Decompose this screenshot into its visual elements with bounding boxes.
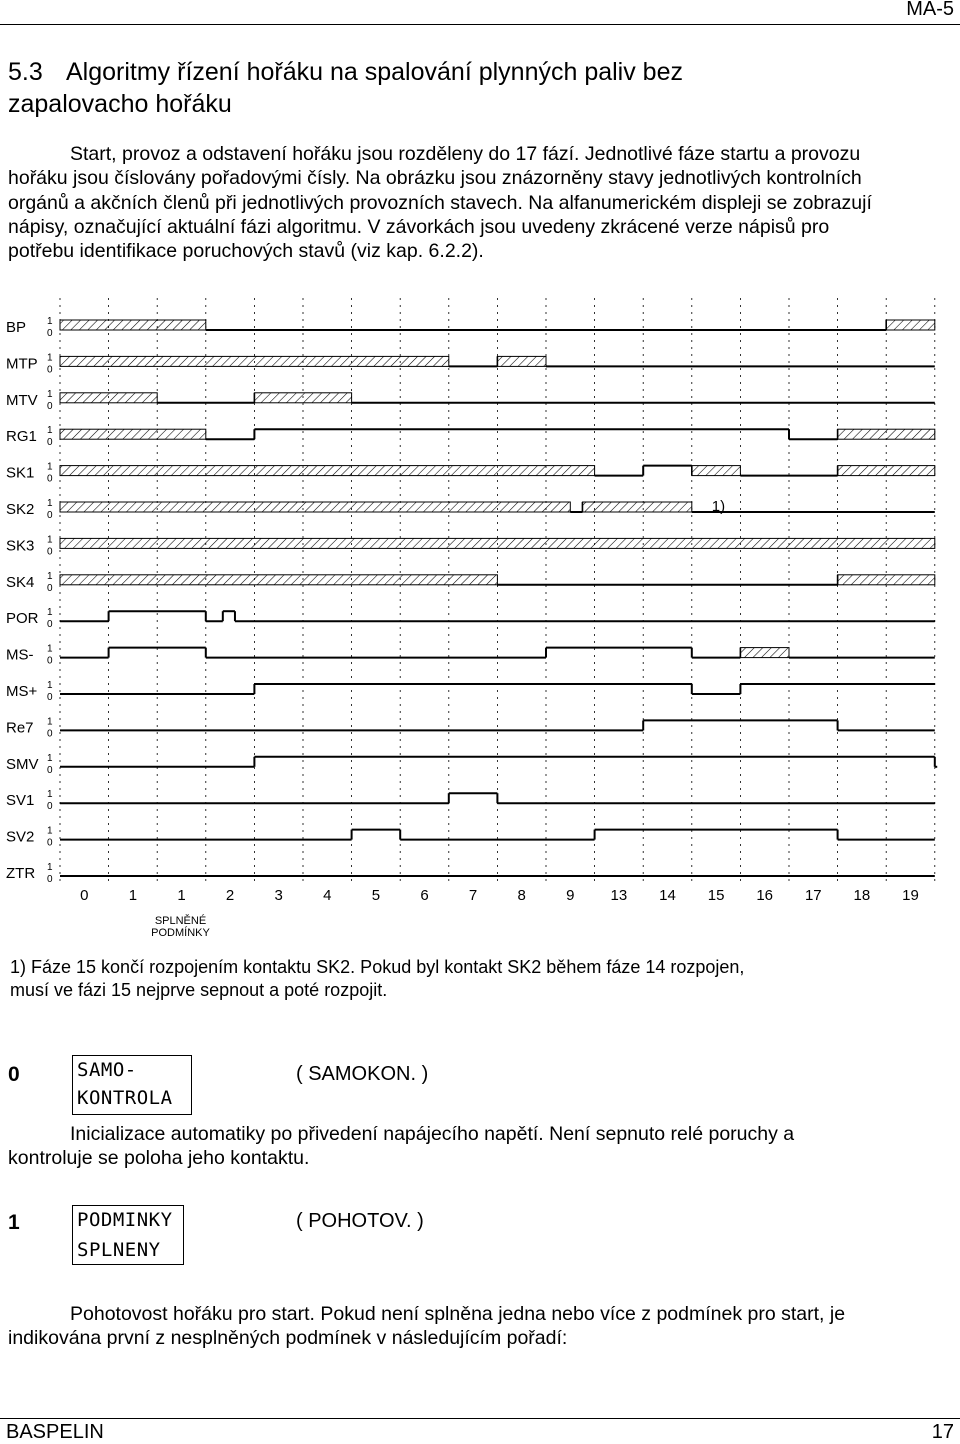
hatched-segment <box>60 502 570 512</box>
level-one-label: 1 <box>47 789 53 801</box>
hatched-segment <box>60 393 157 403</box>
header-rule <box>0 24 960 25</box>
level-zero-label: 0 <box>47 764 53 776</box>
hatched-segment <box>886 320 935 330</box>
level-zero-label: 0 <box>47 692 53 703</box>
footnote-line2: musí ve fázi 15 nejprve sepnout a poté rozpojit. <box>10 980 388 1000</box>
level-one-label: 1 <box>47 316 53 327</box>
level-zero-label: 0 <box>47 874 53 885</box>
phase-label: 19 <box>902 887 919 904</box>
level-zero-label: 0 <box>47 364 53 376</box>
level-one-label: 1 <box>47 680 53 691</box>
hatched-segment <box>60 575 497 585</box>
signal-label: SK1 <box>6 464 35 482</box>
level-one-label: 1 <box>47 607 53 619</box>
footnote-line1: 1) Fáze 15 končí rozpojením kontaktu SK2. Pokud byl kontakt SK2 během fáze 14 rozpojen, <box>10 957 745 977</box>
phase-label: 14 <box>659 887 676 904</box>
phase-label: 2 <box>225 887 235 904</box>
signal-label: MTP <box>6 355 38 373</box>
intro-line-0: Start, provoz a odstavení hořáku jsou rozděleny do 17 fází. Jednotlivé fáze startu a provozu <box>70 143 861 165</box>
phase-label: 5 <box>371 887 381 904</box>
phase-desc <box>8 1122 948 1170</box>
level-one-label: 1 <box>47 498 53 509</box>
level-one-label: 1 <box>47 752 53 764</box>
phase-label: 17 <box>804 887 822 904</box>
level-zero-label: 0 <box>47 473 53 485</box>
signal-label: SK3 <box>6 537 35 555</box>
phase-label: 3 <box>274 887 283 904</box>
level-one-label: 1 <box>47 388 53 400</box>
signal-label: SV2 <box>6 828 35 846</box>
phase-label: 4 <box>323 887 332 904</box>
level-one-label: 1 <box>47 643 53 655</box>
level-zero-label: 0 <box>47 400 53 412</box>
phase-note: PODMÍNKY <box>151 927 210 939</box>
level-one-label: 1 <box>47 352 53 364</box>
signal-label: RG1 <box>6 428 37 446</box>
level-zero-label: 0 <box>47 546 53 558</box>
section-title-line2: zapalovacho hořáku <box>8 90 232 118</box>
timing-diagram <box>0 290 960 945</box>
phase-label: 13 <box>610 887 628 904</box>
lcd-display <box>72 1055 192 1115</box>
level-one-label: 1 <box>47 862 53 873</box>
hatched-segment <box>60 356 449 366</box>
signal-label: POR <box>6 610 39 628</box>
level-one-label: 1 <box>47 570 53 582</box>
hatched-segment <box>838 429 935 439</box>
intro-line-1: hořáku jsou číslovány pořadovými čísly. Na obrázku jsou znázorněny stavy jednotlivých kontrolních <box>8 167 862 190</box>
intro-line-3: nápisy, označující aktuální fázi algoritmu. V závorkách jsou uvedeny zkrácené verze nápisů pro <box>8 215 830 238</box>
level-zero-label: 0 <box>47 437 53 449</box>
level-one-label: 1 <box>47 534 53 546</box>
phase-number: 1 <box>8 1211 20 1234</box>
footer-company: BASPELIN <box>6 1421 104 1443</box>
signal-label: SMV <box>6 755 39 773</box>
section-title <box>8 56 908 120</box>
section-number: 5.3 <box>8 58 43 86</box>
intro-paragraph <box>8 142 948 263</box>
phase-label: 1 <box>177 887 186 904</box>
lcd-line2: SPLNENY <box>77 1239 161 1261</box>
phase-desc <box>8 1302 948 1350</box>
hatched-segment <box>497 356 546 366</box>
hatched-segment <box>60 466 595 476</box>
lcd-line1: PODMINKY <box>77 1209 173 1231</box>
phase-desc-line1: Pohotovost hořáku pro start. Pokud není splněna jedna nebo více z podmínek pro start, je <box>70 1303 846 1325</box>
signal-label: MS- <box>6 646 34 664</box>
phase-label: 9 <box>566 887 575 904</box>
signal-label: Re7 <box>6 719 34 737</box>
level-zero-label: 0 <box>47 837 53 849</box>
phase-abbr: ( POHOTOV. ) <box>296 1210 424 1232</box>
phase-desc-line2: kontroluje se poloha jeho kontaktu. <box>8 1147 310 1169</box>
lcd-line1: SAMO- <box>77 1059 137 1081</box>
signal-label: BP <box>6 319 27 336</box>
hatched-segment <box>838 575 935 585</box>
signal-label: SK2 <box>6 501 35 518</box>
level-one-label: 1 <box>47 716 53 728</box>
phase-label: 18 <box>853 887 871 904</box>
signal-label: ZTR <box>6 865 36 882</box>
signal-label: SV1 <box>6 792 35 810</box>
level-zero-label: 0 <box>47 655 53 667</box>
level-one-label: 1 <box>47 425 53 437</box>
phase-desc-line1: Inicializace automatiky po přivedení napájecího napětí. Není sepnuto relé poruchy a <box>70 1123 795 1145</box>
hatched-segment <box>740 648 789 658</box>
level-zero-label: 0 <box>47 801 53 813</box>
footnote <box>10 956 910 1002</box>
footer-rule <box>0 1418 960 1419</box>
hatched-segment <box>60 320 206 330</box>
hatched-segment <box>582 502 691 512</box>
intro-line-4: potřebu identifikace poruchových stavů (viz kap. 6.2.2). <box>8 240 484 263</box>
level-zero-label: 0 <box>47 728 53 740</box>
intro-line-2: orgánů a akčních členů při jednotlivých provozních stavech. Na alfanumerickém displeji se zobrazují <box>8 191 872 214</box>
hatched-segment <box>838 466 935 476</box>
level-zero-label: 0 <box>47 582 53 594</box>
header-code: MA-5 <box>906 0 954 20</box>
level-zero-label: 0 <box>47 510 53 521</box>
lcd-display <box>72 1205 184 1265</box>
phase-label: 7 <box>468 887 478 904</box>
level-zero-label: 0 <box>47 328 53 339</box>
phase-label: 6 <box>420 887 429 904</box>
level-one-label: 1 <box>47 825 53 837</box>
signal-label: MTV <box>6 391 38 409</box>
phase-number: 0 <box>8 1063 20 1086</box>
hatched-segment <box>60 538 935 548</box>
phase-note: SPLNĚNÉ <box>154 915 207 927</box>
lcd-line2: KONTROLA <box>77 1087 173 1109</box>
footer-page-number: 17 <box>931 1421 954 1443</box>
footnote-marker: 1) <box>711 498 726 515</box>
signal-label: SK4 <box>6 573 35 591</box>
phase-desc-line2: indikována první z nesplněných podmínek v následujícím pořadí: <box>8 1327 568 1349</box>
hatched-segment <box>254 393 351 403</box>
hatched-segment <box>692 466 741 476</box>
level-zero-label: 0 <box>47 619 53 631</box>
phase-label: 15 <box>707 887 725 904</box>
phase-label: 1 <box>128 887 138 904</box>
signal-label: MS+ <box>6 683 38 700</box>
phase-label: 16 <box>756 887 774 904</box>
level-one-label: 1 <box>47 461 53 473</box>
section-title-line1: Algoritmy řízení hořáku na spalování plynných paliv bez <box>66 58 683 86</box>
phase-label: 0 <box>80 887 89 904</box>
phase-label: 8 <box>517 887 526 904</box>
phase-abbr: ( SAMOKON. ) <box>296 1063 429 1085</box>
hatched-segment <box>60 429 206 439</box>
